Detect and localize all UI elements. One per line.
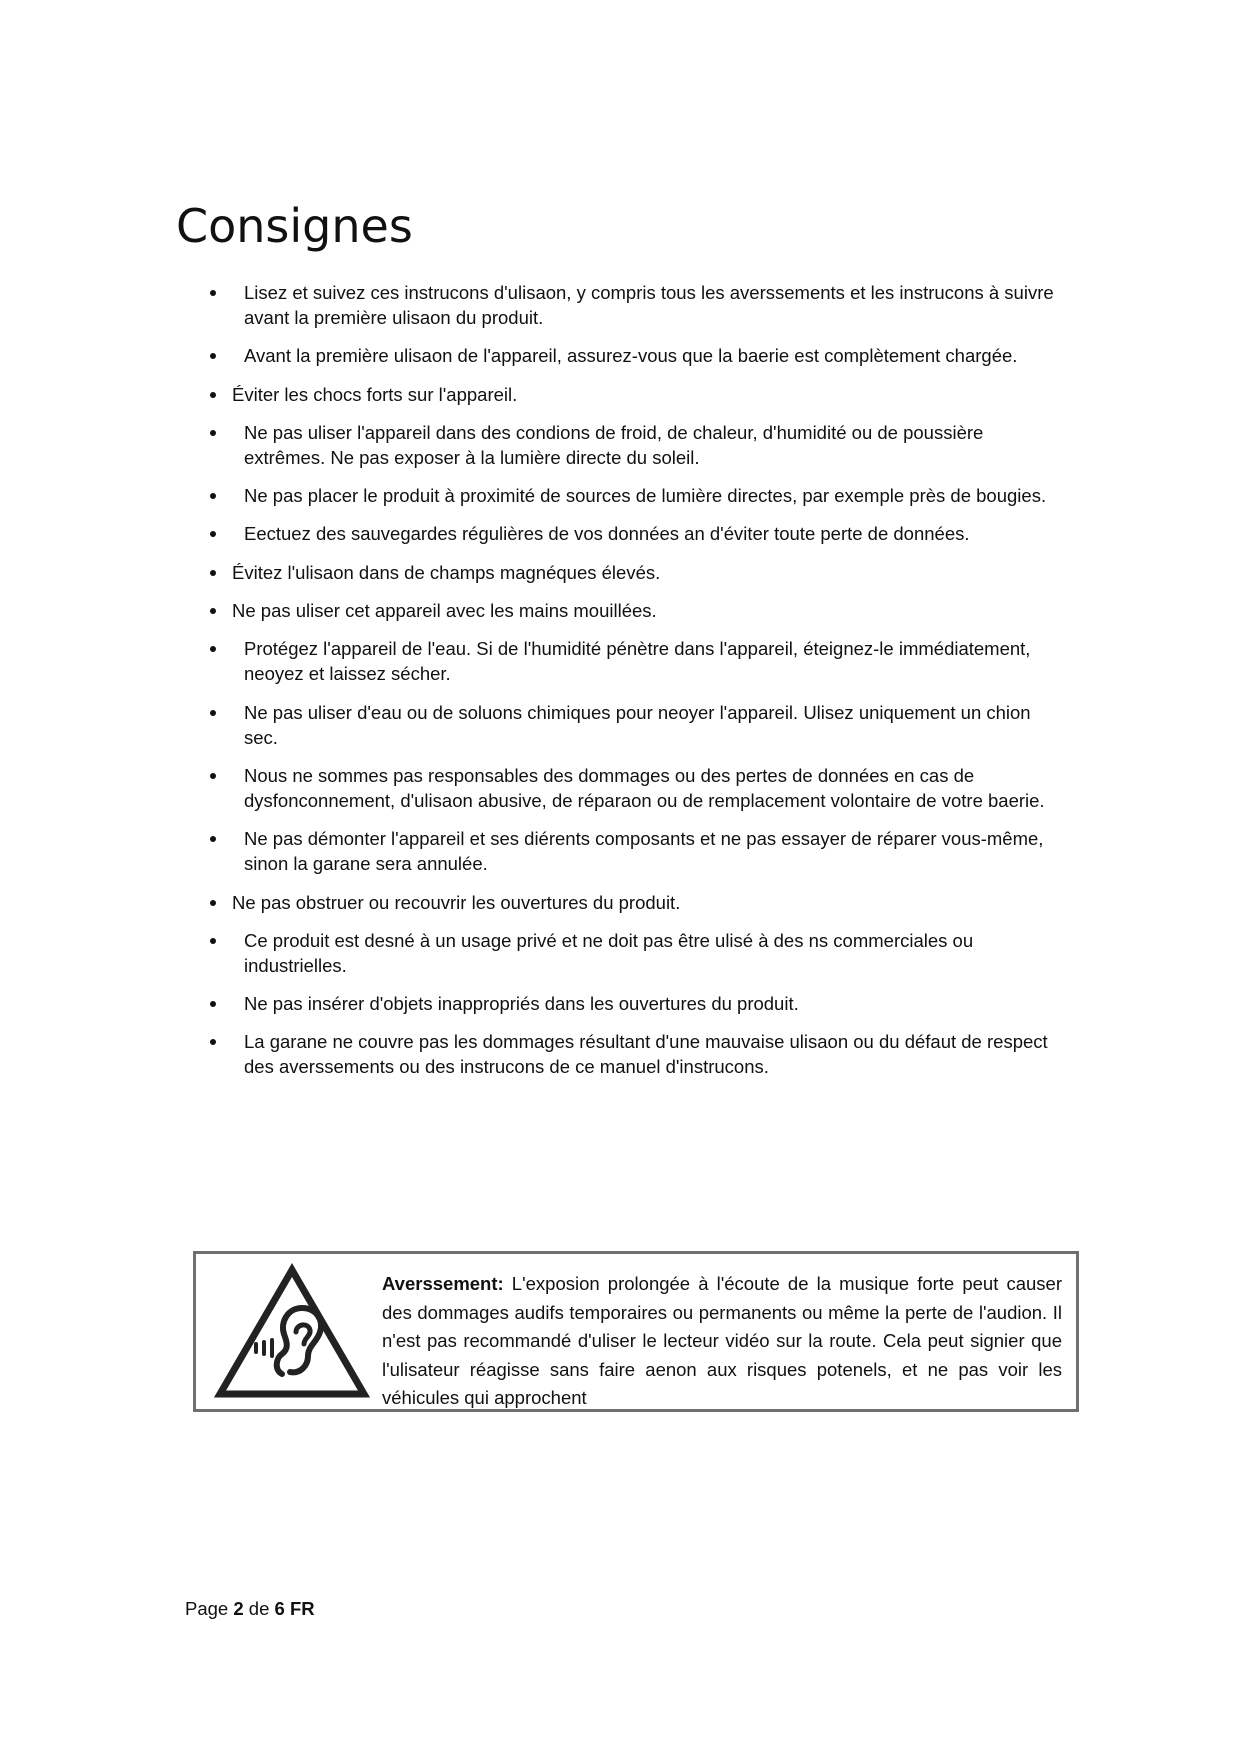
list-item-text: Lisez et suivez ces instrucons d'ulisaon, y compris tous les averssements et les instrucons à suivre avant la première ulisaon du produit. — [244, 282, 1054, 328]
instructions-list — [200, 280, 1060, 1093]
warning-body: L'exposion prolongée à l'écoute de la musique forte peut causer des dommages audifs temporaires ou permanents ou même la perte de l'audion. Il n'est pas recommandé d'uliser le lecteur vidéo sur la route. Cela peut signier que l'ulisateur réagisse sans faire aenon aux risques potenels, et ne pas voir les véhicules qui approchent — [382, 1273, 1062, 1408]
list-item-text: Évitez l'ulisaon dans de champs magnéques élevés. — [232, 561, 661, 583]
list-item — [200, 763, 1060, 813]
list-item — [200, 560, 1060, 585]
list-item-text: Protégez l'appareil de l'eau. Si de l'humidité pénètre dans l'appareil, éteignez-le immédiatement, neoyez et laissez sécher. — [244, 638, 1031, 685]
list-item — [200, 890, 1060, 915]
list-item — [200, 700, 1060, 750]
list-item — [200, 826, 1060, 876]
list-item-text: La garane ne couvre pas les dommages résultant d'une mauvaise ulisaon ou du défaut de respect des averssements ou des instrucons de ce manuel d'instrucons. — [244, 1031, 1048, 1078]
list-item-text: Nous ne sommes pas responsables des dommages ou des pertes de données en cas de dysfonconnement, d'ulisaon abusive, de réparaon ou de remplacement volontaire de votre baerie. — [244, 764, 1045, 811]
list-item-text: Avant la première ulisaon de l'appareil, assurez-vous que la baerie est complètement chargée. — [244, 345, 1018, 367]
warning-label: Averssement: — [382, 1273, 504, 1294]
list-item — [200, 991, 1060, 1016]
list-item-text: Ne pas démonter l'appareil et ses diérents composants et ne pas essayer de réparer vous-même, sinon la garane sera annulée. — [244, 828, 1044, 875]
list-item — [200, 343, 1060, 368]
warning-text — [382, 1270, 1062, 1413]
list-item — [200, 636, 1060, 686]
list-item — [200, 420, 1060, 470]
page-footer — [185, 1597, 315, 1621]
language-code: FR — [284, 1598, 315, 1619]
list-item-text: Ne pas uliser cet appareil avec les mains mouillées. — [232, 600, 657, 622]
list-item — [200, 483, 1060, 508]
list-item — [200, 280, 1060, 330]
list-item-text: Ne pas obstruer ou recouvrir les ouvertures du produit. — [232, 891, 681, 913]
list-item-text: Ne pas uliser l'appareil dans des condions de froid, de chaleur, d'humidité ou de poussière extrêmes. Ne pas exposer à la lumière directe du soleil. — [244, 421, 984, 468]
page-number-total: 6 — [274, 1598, 285, 1619]
list-item-text: Ne pas uliser d'eau ou de soluons chimiques pour neoyer l'appareil. Ulisez uniquement un chion sec. — [244, 701, 1031, 748]
list-item — [200, 521, 1060, 546]
list-item-text: Ne pas insérer d'objets inappropriés dans les ouvertures du produit. — [244, 993, 799, 1015]
hearing-damage-warning-icon — [212, 1262, 372, 1402]
page-number-current: 2 — [233, 1598, 244, 1619]
page-title: Consignes — [176, 199, 413, 253]
list-item-text: Ce produit est desné à un usage privé et ne doit pas être ulisé à des ns commerciales ou industrielles. — [244, 929, 974, 976]
list-item-text: Éviter les chocs forts sur l'appareil. — [232, 383, 518, 405]
list-item — [200, 382, 1060, 407]
warning-box — [193, 1251, 1079, 1412]
list-item — [200, 1029, 1060, 1079]
footer-middle: de — [243, 1598, 275, 1619]
list-item-text: Eectuez des sauvegardes régulières de vos données an d'éviter toute perte de données. — [244, 523, 970, 545]
footer-prefix: Page — [185, 1598, 234, 1619]
list-item — [200, 598, 1060, 623]
list-item — [200, 928, 1060, 978]
list-item-text: Ne pas placer le produit à proximité de sources de lumière directes, par exemple près de bougies. — [244, 485, 1047, 507]
